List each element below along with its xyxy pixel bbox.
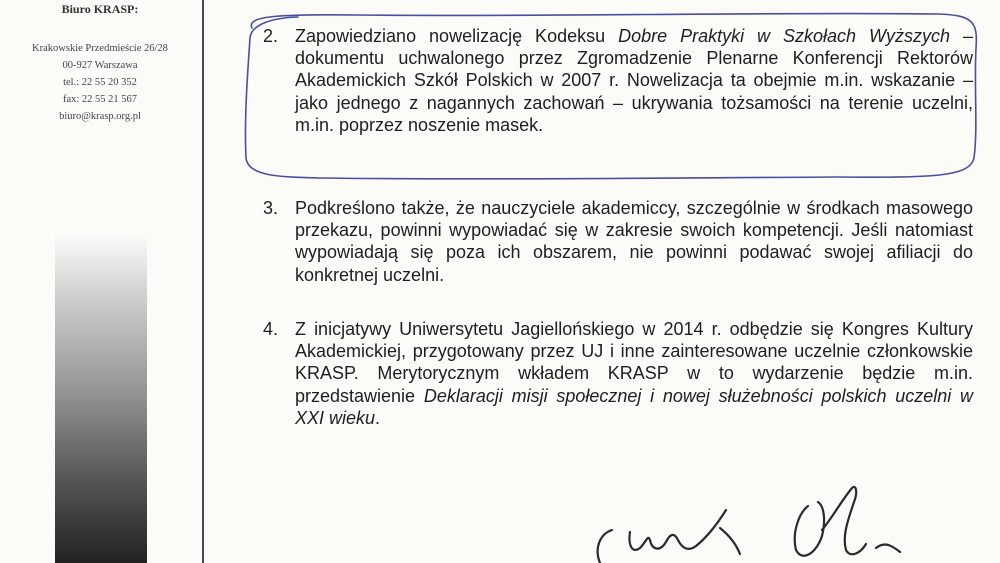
item-text-part: Z inicjatywy Uniwersytetu Jagiellońskiego w 2014 r. odbędzie się Kongres Kultury Akademickiej, przygotowany przez UJ i inne zainteresowane uczelnie członkowskie KRASP. Merytorycznym wkładem KRASP w to wydarzenie będzie m.in. przedstawienie xyxy=(295,319,973,406)
item-number: 2. xyxy=(263,26,279,46)
item-text xyxy=(295,25,973,136)
item-text xyxy=(295,318,973,429)
decorative-gradient-bar xyxy=(55,235,147,563)
item-number: 3. xyxy=(263,198,279,218)
handwritten-signature xyxy=(570,470,930,563)
office-address xyxy=(0,40,200,125)
list-item-2 xyxy=(263,25,973,136)
item-text-part: Podkreślono także, że nauczyciele akademiccy, szczególnie w środkach masowego przekazu, powinni wypowiadać się w zakresie swoich kompetencji. Jeśli natomiast wypowiadają się poza ich obszarem, nie powinni podawać swojej afiliacji do konkretnej uczelni. xyxy=(295,198,973,285)
address-phone: tel.: 22 55 20 352 xyxy=(63,77,137,88)
item-text-emphasis: Deklaracji misji społecznej i nowej służebności polskich uczelni w XXI wieku xyxy=(295,385,974,428)
item-text xyxy=(295,197,973,286)
sidebar xyxy=(0,0,200,563)
item-text-emphasis: Dobre Praktyki w Szkołach Wyższych xyxy=(618,26,951,46)
address-city: 00-927 Warszawa xyxy=(62,60,138,71)
item-number: 4. xyxy=(263,319,279,339)
item-text-part: . xyxy=(375,407,381,428)
margin-divider-line xyxy=(202,0,204,563)
address-street: Krakowskie Przedmieście 26/28 xyxy=(32,43,168,54)
address-fax: fax: 22 55 21 567 xyxy=(62,94,138,105)
item-text-part: – dokumentu uchwalonego przez Zgromadzenie Plenarne Konferencji Rektorów Akademickich Szkół Polskich w 2007 r. Nowelizacja ta obejmie m.in. wskazanie – jako jednego z nagannych zachowań – ukrywania tożsamości na terenie uczelni, m.in. poprzez noszenie masek. xyxy=(295,26,973,135)
item-text-part: Zapowiedziano nowelizację Kodeksu xyxy=(295,26,619,46)
address-email: biuro@krasp.org.pl xyxy=(59,111,141,122)
office-title: Biuro KRASP: xyxy=(61,2,139,16)
list-item-3 xyxy=(263,197,973,286)
list-item-4 xyxy=(263,318,973,429)
